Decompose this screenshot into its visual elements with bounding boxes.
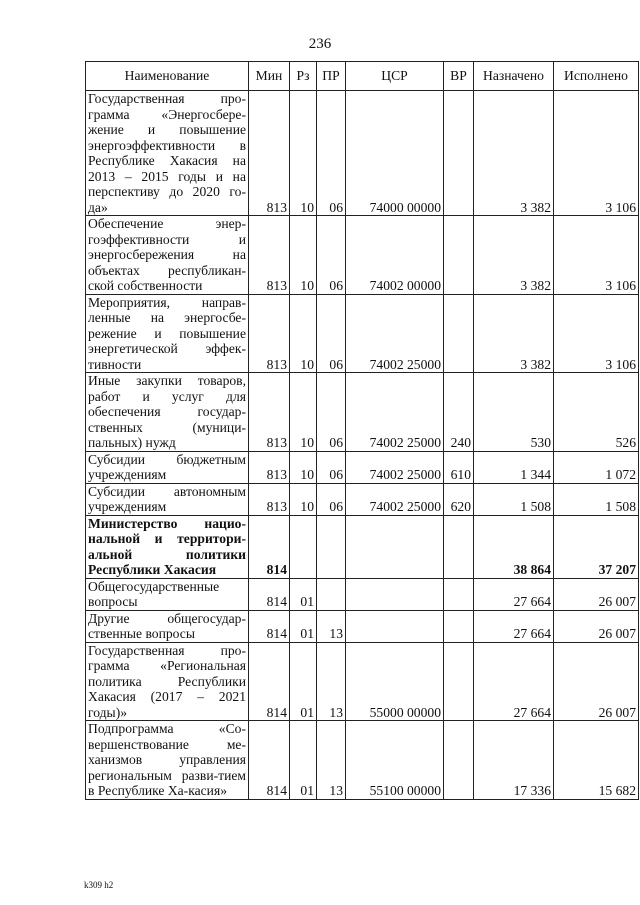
cell-executed: 3 106	[554, 294, 639, 373]
cell-name: Министерство нацио-нальной и территори-альной политики Республики Хакасия	[86, 515, 249, 578]
cell-rz: 01	[290, 610, 317, 642]
cell-vr	[444, 515, 474, 578]
cell-name: Другие общегосудар-ственные вопросы	[86, 610, 249, 642]
cell-assigned: 27 664	[474, 578, 554, 610]
cell-rz	[290, 515, 317, 578]
cell-rz: 01	[290, 578, 317, 610]
header-min: Мин	[249, 62, 290, 91]
cell-executed: 37 207	[554, 515, 639, 578]
cell-csr: 74002 25000	[346, 451, 444, 483]
table-row	[86, 642, 639, 721]
cell-min: 813	[249, 483, 290, 515]
cell-pr: 06	[317, 373, 346, 452]
cell-name: Иные закупки товаров, работ и услуг для обеспечения государ-ственных (муници-пальных) нужд	[86, 373, 249, 452]
cell-assigned: 1 508	[474, 483, 554, 515]
cell-vr	[444, 721, 474, 800]
cell-vr	[444, 642, 474, 721]
cell-csr	[346, 578, 444, 610]
table-row	[86, 610, 639, 642]
table-row	[86, 451, 639, 483]
cell-min: 814	[249, 610, 290, 642]
cell-executed: 26 007	[554, 610, 639, 642]
header-executed: Исполнено	[554, 62, 639, 91]
cell-pr: 06	[317, 483, 346, 515]
cell-rz: 10	[290, 483, 317, 515]
cell-name: Государственная про-грамма «Энергосбере-жение и повышение энергоэффективности в Республике Хакасия на 2013 – 2015 годы и на перспективу до 2020 го-да»	[86, 91, 249, 216]
budget-table	[85, 61, 639, 800]
cell-name: Субсидии автономным учреждениям	[86, 483, 249, 515]
header-pr: ПР	[317, 62, 346, 91]
cell-assigned: 3 382	[474, 216, 554, 295]
header-vr: ВР	[444, 62, 474, 91]
cell-vr	[444, 91, 474, 216]
cell-name: Государственная про-грамма «Региональная политика Республики Хакасия (2017 – 2021 годы)»	[86, 642, 249, 721]
cell-assigned: 27 664	[474, 642, 554, 721]
footer-code: k309 h2	[84, 880, 114, 890]
cell-csr: 74002 25000	[346, 373, 444, 452]
cell-pr: 06	[317, 294, 346, 373]
cell-min: 813	[249, 294, 290, 373]
cell-executed: 3 106	[554, 216, 639, 295]
table-row	[86, 483, 639, 515]
cell-assigned: 3 382	[474, 294, 554, 373]
cell-pr: 13	[317, 610, 346, 642]
cell-min: 814	[249, 642, 290, 721]
cell-csr	[346, 610, 444, 642]
cell-name: Мероприятия, направ-ленные на энергосбе-режение и повышение энергетической эффек-тивности	[86, 294, 249, 373]
cell-pr: 13	[317, 642, 346, 721]
cell-csr: 74002 25000	[346, 294, 444, 373]
cell-name: Подпрограмма «Со-вершенствование ме-ханизмов управления региональным разви-тием в Республике Ха-касия»	[86, 721, 249, 800]
cell-csr: 74002 00000	[346, 216, 444, 295]
table-row	[86, 721, 639, 800]
cell-min: 813	[249, 451, 290, 483]
cell-executed: 26 007	[554, 642, 639, 721]
table-body	[86, 91, 639, 800]
cell-assigned: 3 382	[474, 91, 554, 216]
cell-pr: 13	[317, 721, 346, 800]
cell-assigned: 17 336	[474, 721, 554, 800]
cell-pr	[317, 578, 346, 610]
table-row	[86, 515, 639, 578]
cell-executed: 26 007	[554, 578, 639, 610]
cell-vr	[444, 216, 474, 295]
cell-min: 814	[249, 578, 290, 610]
header-csr: ЦСР	[346, 62, 444, 91]
cell-vr: 240	[444, 373, 474, 452]
cell-vr	[444, 610, 474, 642]
cell-csr: 74002 25000	[346, 483, 444, 515]
header-name: Наименование	[86, 62, 249, 91]
cell-csr: 74000 00000	[346, 91, 444, 216]
cell-pr	[317, 515, 346, 578]
cell-pr: 06	[317, 216, 346, 295]
cell-rz: 10	[290, 91, 317, 216]
cell-rz: 10	[290, 216, 317, 295]
cell-min: 813	[249, 91, 290, 216]
page-number: 236	[308, 36, 332, 52]
cell-executed: 1 072	[554, 451, 639, 483]
cell-rz: 10	[290, 373, 317, 452]
cell-name: Общегосударственные вопросы	[86, 578, 249, 610]
cell-assigned: 530	[474, 373, 554, 452]
cell-vr	[444, 578, 474, 610]
cell-csr	[346, 515, 444, 578]
cell-min: 813	[249, 216, 290, 295]
cell-assigned: 27 664	[474, 610, 554, 642]
cell-min: 814	[249, 515, 290, 578]
cell-name: Субсидии бюджетным учреждениям	[86, 451, 249, 483]
cell-min: 813	[249, 373, 290, 452]
cell-vr	[444, 294, 474, 373]
cell-assigned: 1 344	[474, 451, 554, 483]
cell-executed: 15 682	[554, 721, 639, 800]
header-rz: Рз	[290, 62, 317, 91]
cell-rz: 10	[290, 451, 317, 483]
cell-assigned: 38 864	[474, 515, 554, 578]
cell-min: 814	[249, 721, 290, 800]
table-header-row	[86, 62, 639, 91]
cell-pr: 06	[317, 451, 346, 483]
table-row	[86, 91, 639, 216]
cell-executed: 1 508	[554, 483, 639, 515]
cell-csr: 55100 00000	[346, 721, 444, 800]
table-row	[86, 216, 639, 295]
cell-csr: 55000 00000	[346, 642, 444, 721]
table-row	[86, 578, 639, 610]
cell-rz: 01	[290, 721, 317, 800]
cell-pr: 06	[317, 91, 346, 216]
cell-vr: 610	[444, 451, 474, 483]
cell-rz: 01	[290, 642, 317, 721]
cell-executed: 3 106	[554, 91, 639, 216]
cell-name: Обеспечение энер-гоэффективности и энергосбережения на объектах республикан-ской собственности	[86, 216, 249, 295]
cell-vr: 620	[444, 483, 474, 515]
cell-rz: 10	[290, 294, 317, 373]
table-row	[86, 294, 639, 373]
header-assigned: Назначено	[474, 62, 554, 91]
table-row	[86, 373, 639, 452]
cell-executed: 526	[554, 373, 639, 452]
